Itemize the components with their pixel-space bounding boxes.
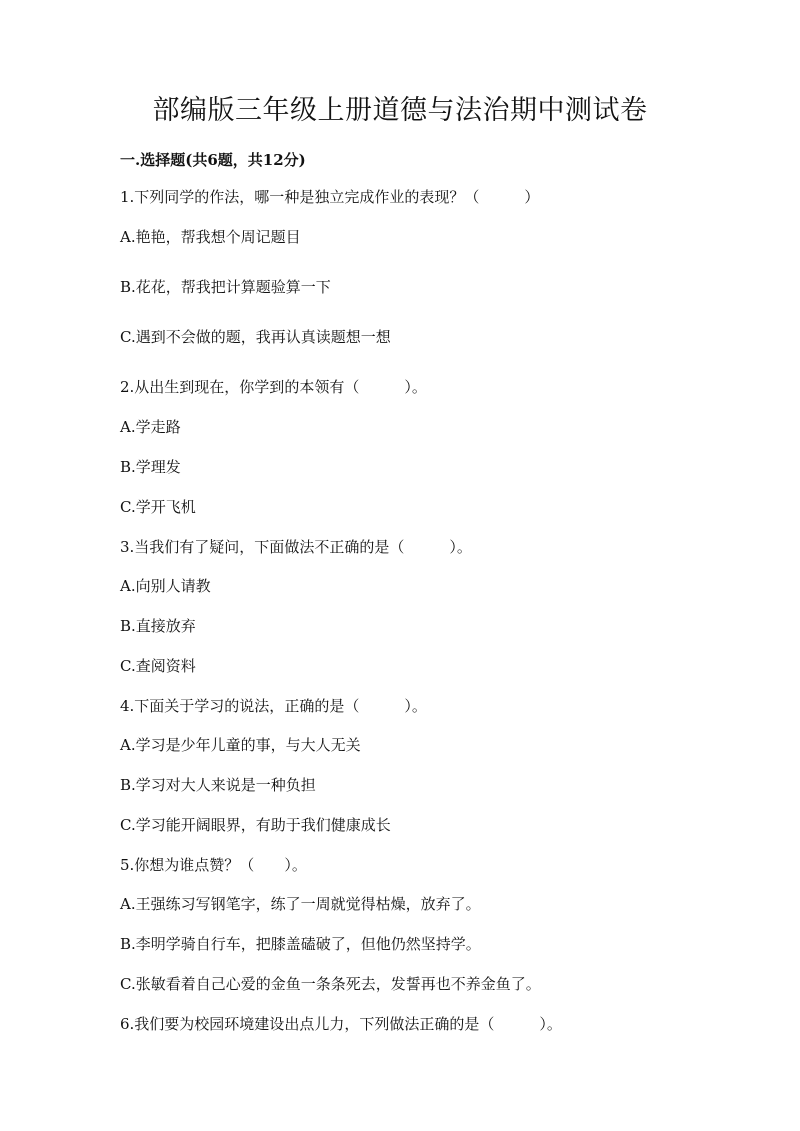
option-2b: B.学理发 (120, 458, 181, 476)
option-4a: A.学习是少年儿童的事，与大人无关 (120, 736, 361, 754)
option-4c: C.学习能开阔眼界，有助于我们健康成长 (120, 816, 391, 834)
question-stem-5: 5.你想为谁点赞？（ ）。 (120, 856, 307, 874)
exam-title: 部编版三年级上册道德与法治期中测试卷 (152, 95, 648, 126)
question-stem-3: 3.当我们有了疑问，下面做法不正确的是（ ）。 (120, 538, 472, 556)
option-3c: C.查阅资料 (120, 657, 196, 675)
option-5a: A.王强练习写钢笔字，练了一周就觉得枯燥，放弃了。 (120, 895, 481, 913)
option-1c: C.遇到不会做的题，我再认真读题想一想 (120, 328, 391, 346)
section-heading: 一.选择题(共6题，共12分) (120, 151, 306, 169)
option-5c: C.张敏看着自己心爱的金鱼一条条死去，发誓再也不养金鱼了。 (120, 975, 541, 993)
question-stem-4: 4.下面关于学习的说法，正确的是（ ）。 (120, 697, 427, 715)
option-1b: B.花花，帮我把计算题验算一下 (120, 278, 331, 296)
question-stem-1: 1.下列同学的作法，哪一种是独立完成作业的表现？（ ） (120, 188, 540, 206)
option-2a: A.学走路 (120, 418, 181, 436)
option-1a: A.艳艳，帮我想个周记题目 (120, 228, 301, 246)
option-2c: C.学开飞机 (120, 498, 196, 516)
question-stem-2: 2.从出生到现在，你学到的本领有（ ）。 (120, 378, 427, 396)
question-stem-6: 6.我们要为校园环境建设出点儿力，下列做法正确的是（ ）。 (120, 1015, 562, 1033)
option-4b: B.学习对大人来说是一种负担 (120, 776, 316, 794)
option-3b: B.直接放弃 (120, 617, 196, 635)
option-5b: B.李明学骑自行车，把膝盖磕破了，但他仍然坚持学。 (120, 935, 481, 953)
option-3a: A.向别人请教 (120, 577, 211, 595)
